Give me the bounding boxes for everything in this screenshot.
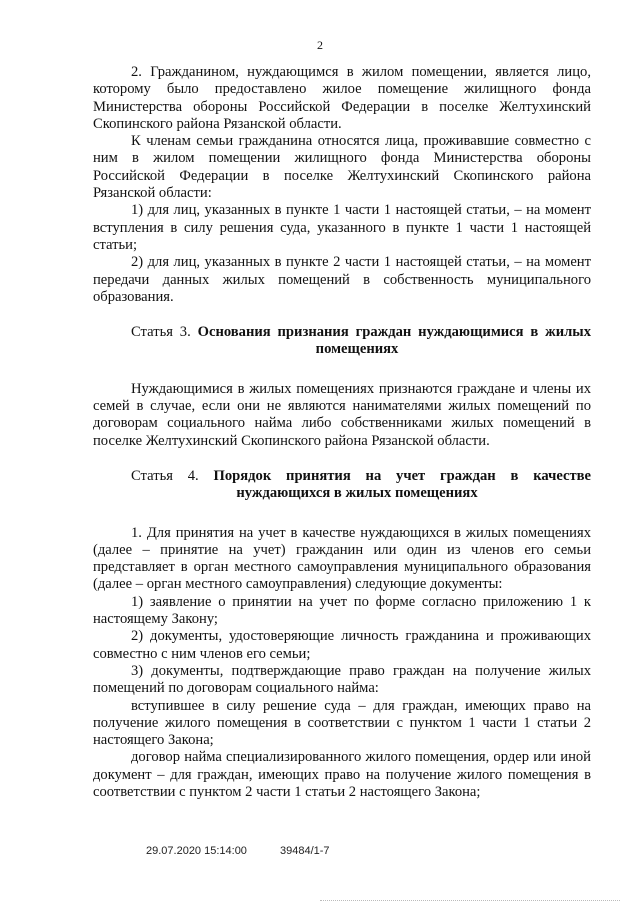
article-3-title: Основания признания граждан нуждающимися в жилых (197, 324, 591, 341)
article-4-heading (93, 468, 591, 485)
article-3 (93, 324, 591, 359)
article-4-title: Порядок принятия на учет граждан в качестве (213, 467, 591, 484)
article-4-item-1: 1) заявление о принятии на учет по форме согласно приложению 1 к настоящему Закону; (93, 593, 591, 628)
page-number: 2 (317, 38, 323, 52)
paragraph-citizen-definition: 2. Гражданином, нуждающимся в жилом помещении, является лицо, которому было предоставлено жилое помещение жилищного фонда Министерства обороны Российской Федерации в поселке Желтухинский Скопинского района Рязанской области. (93, 64, 591, 132)
article-3-title-continued: помещениях (315, 341, 399, 358)
article-3-text: Нуждающимися в жилых помещениях признаются граждане и члены их семей в случае, если они не являются нанимателями жилых помещений по договорам социального найма либо собственниками жилых помещений в поселке Желтухинский Скопинского района Рязанской области. (93, 380, 591, 449)
article-4-court-decision: вступившее в силу решение суда – для граждан, имеющих право на получение жилого помещения в соответствии с пунктом 1 части 1 статьи 2 настоящего Закона; (93, 697, 591, 749)
article-4-prefix: Статья 4. (131, 467, 199, 484)
paragraph-item-2: 2) для лиц, указанных в пункте 2 части 1 настоящей статьи, – на момент передачи данных жилых помещений в собственность муниципального образования. (93, 254, 591, 305)
article-4-paragraph-1: 1. Для принятия на учет в качестве нуждающихся в жилых помещениях (далее – принятие на учет) гражданин или один из членов его семьи представляет в орган местного самоуправления муниципального образования (далее – орган местного самоуправления) следующие документы: (93, 524, 591, 593)
article-4-title-continued: нуждающихся в жилых помещениях (236, 485, 478, 502)
article-3-prefix: Статья 3. (131, 324, 191, 341)
document-footer (146, 845, 330, 857)
paragraph-item-1: 1) для лиц, указанных в пункте 1 части 1 настоящей статьи, – на момент вступления в силу решения суда, указанного в пункте 1 части 1 настоящей статьи; (93, 202, 591, 253)
article-3-heading (93, 324, 591, 341)
article-4-lease-agreement: договор найма специализированного жилого помещения, ордер или иной документ – для граждан, имеющих право на получение жилого помещения в соответствии с пунктом 2 части 1 статьи 2 настоящего Закона; (93, 749, 591, 800)
article-4-item-2: 2) документы, удостоверяющие личность гражданина и проживающих совместно с ним членов его семьи; (93, 628, 591, 662)
scan-artifact-line (320, 900, 620, 903)
article-4 (93, 468, 591, 503)
footer-timestamp: 29.07.2020 15:14:00 (146, 845, 247, 857)
paragraph-family-members: К членам семьи гражданина относятся лица, проживавшие совместно с ним в жилом помещении жилищного фонда Министерства обороны Российской Федерации в поселке Желтухинский Скопинского района Рязанской области: (93, 133, 591, 202)
document-body (93, 64, 591, 801)
footer-doc-id: 39484/1-7 (280, 845, 330, 857)
article-4-item-3: 3) документы, подтверждающие право граждан на получение жилых помещений по договорам социального найма: (93, 662, 591, 697)
